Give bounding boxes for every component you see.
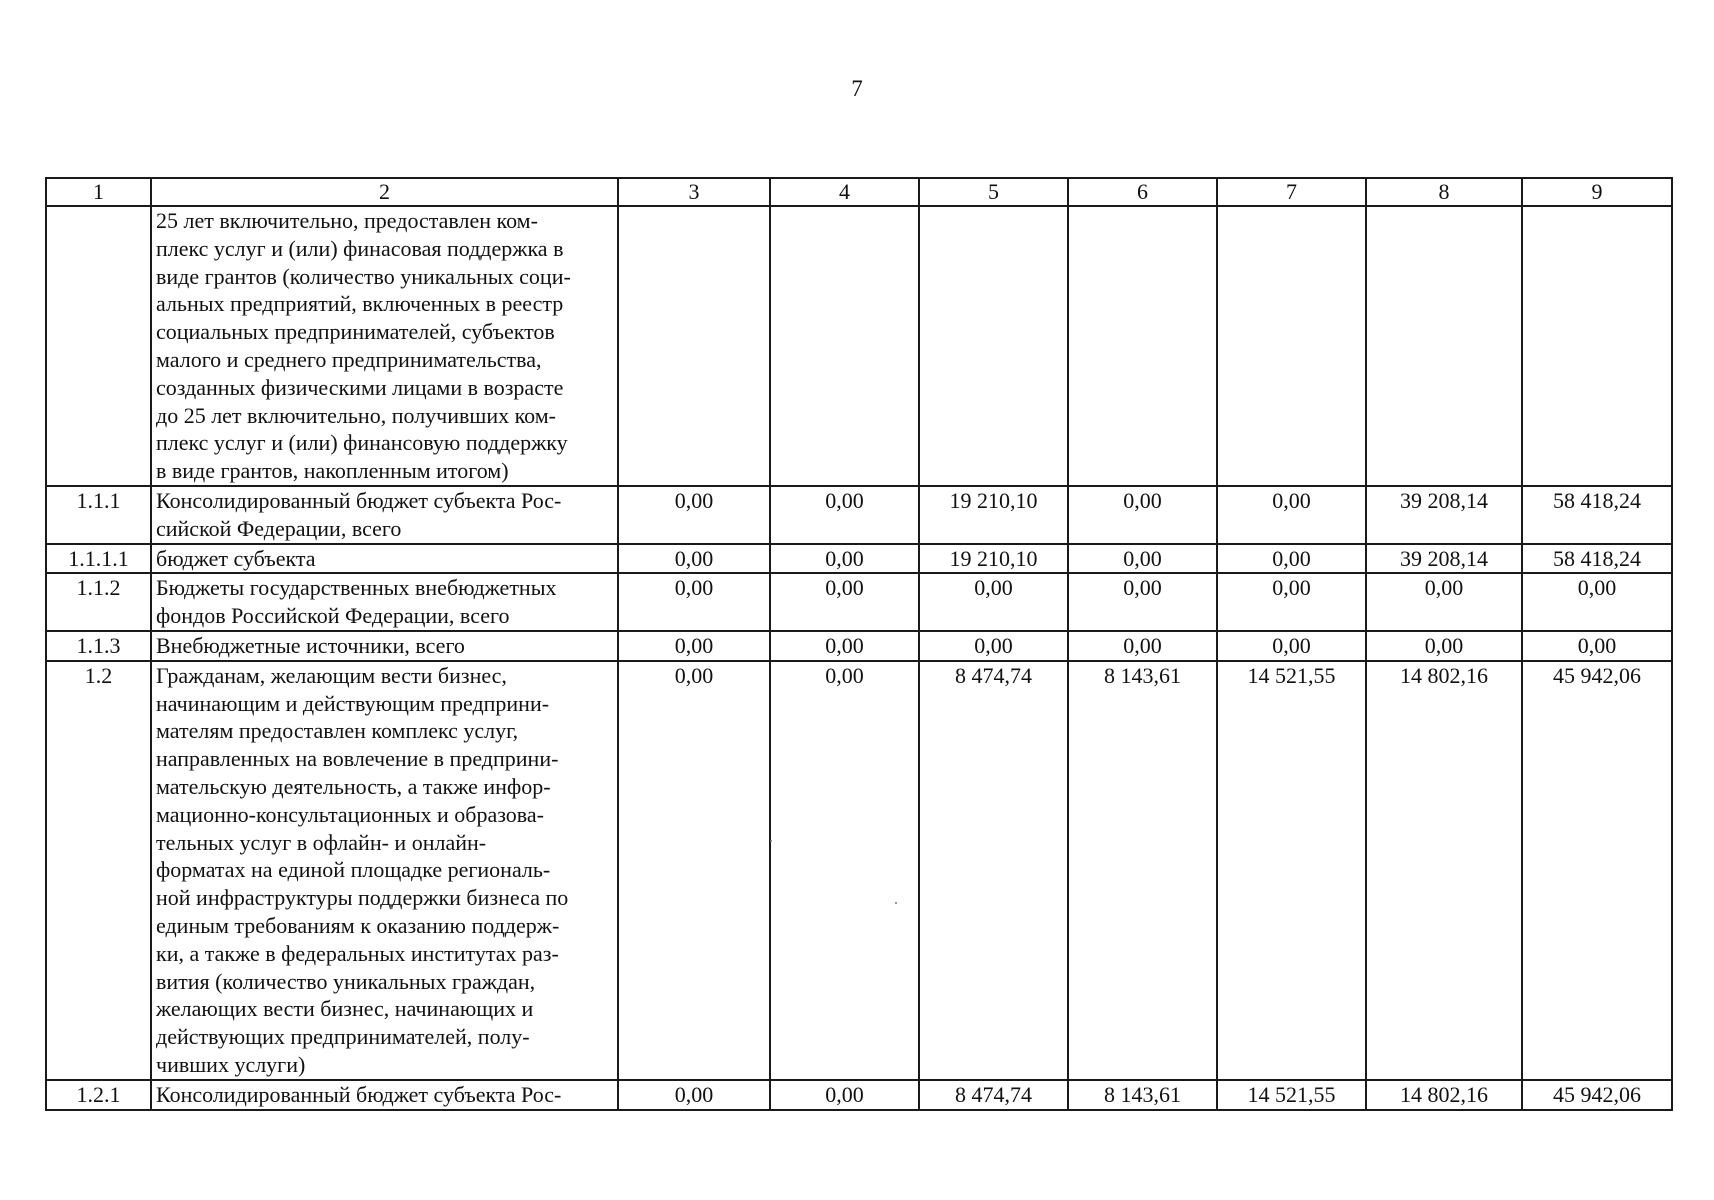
value-cell: 19 210,10: [919, 544, 1068, 574]
value-cell: 0,00: [1068, 631, 1217, 661]
value-cell: 0,00: [618, 1080, 770, 1110]
value-cell: 0,00: [919, 631, 1068, 661]
description-line: альных предприятий, включенных в реестр: [156, 291, 564, 317]
value-cell: 0,00: [770, 1080, 919, 1110]
column-number: 4: [770, 178, 919, 206]
value-cell: 14 521,55: [1217, 1080, 1366, 1110]
row-description: [151, 573, 618, 631]
value-cell: 0,00: [618, 631, 770, 661]
description-line: малого и среднего предпринимательства,: [156, 346, 542, 372]
value-cell: 39 208,14: [1366, 544, 1522, 574]
value-cell: 58 418,24: [1522, 486, 1672, 544]
scan-speck: [770, 840, 772, 842]
column-number: 3: [618, 178, 770, 206]
value-cell: 14 802,16: [1366, 1080, 1522, 1110]
description-line: социальных предпринимателей, субъектов: [156, 319, 555, 345]
value-cell: 0,00: [770, 544, 919, 574]
value-cell: 14 802,16: [1366, 661, 1522, 1080]
description-line: Консолидированный бюджет субъекта Рос-: [156, 487, 562, 513]
table-row: [46, 1080, 1672, 1110]
value-cell: 0,00: [1217, 631, 1366, 661]
value-cell: 0,00: [1217, 544, 1366, 574]
table-row: [46, 631, 1672, 661]
value-cell: 14 521,55: [1217, 661, 1366, 1080]
column-number: 9: [1522, 178, 1672, 206]
value-cell: 45 942,06: [1522, 661, 1672, 1080]
description-line: виде грантов (количество уникальных соци-: [156, 263, 571, 289]
description-line: фондов Российской Федерации, всего: [156, 603, 510, 629]
value-cell: 0,00: [1522, 573, 1672, 631]
value-cell: [919, 206, 1068, 486]
value-cell: 0,00: [770, 661, 919, 1080]
value-cell: 39 208,14: [1366, 486, 1522, 544]
value-cell: 8 474,74: [919, 661, 1068, 1080]
value-cell: 0,00: [618, 661, 770, 1080]
value-cell: 0,00: [770, 486, 919, 544]
value-cell: 8 474,74: [919, 1080, 1068, 1110]
description-line: созданных физическими лицами в возрасте: [156, 374, 564, 400]
description-line: желающих вести бизнес, начинающих и: [156, 996, 534, 1022]
table-row: [46, 661, 1672, 1080]
value-cell: 19 210,10: [919, 486, 1068, 544]
description-line: форматах на единой площадке региональ-: [156, 857, 551, 883]
value-cell: 0,00: [1068, 573, 1217, 631]
value-cell: [1366, 206, 1522, 486]
description-line: тельных услуг в офлайн- и онлайн-: [156, 829, 487, 855]
description-line: 25 лет включительно, предоставлен ком-: [156, 208, 538, 233]
row-description: [151, 661, 618, 1080]
value-cell: 0,00: [618, 573, 770, 631]
description-line: начинающим и действующим предприни-: [156, 690, 550, 716]
table-row: [46, 486, 1672, 544]
value-cell: 0,00: [919, 573, 1068, 631]
value-cell: 0,00: [770, 573, 919, 631]
column-number: 1: [46, 178, 151, 206]
description-line: в виде грантов, накопленным итогом): [156, 458, 509, 484]
column-number: 5: [919, 178, 1068, 206]
description-line: единым требованиям к оказанию поддерж-: [156, 912, 560, 938]
row-description: [151, 1080, 618, 1110]
value-cell: 8 143,61: [1068, 1080, 1217, 1110]
description-line: плекс услуг и (или) финасовая поддержка в: [156, 235, 564, 261]
row-code: 1.2.1: [46, 1080, 151, 1110]
value-cell: [618, 206, 770, 486]
description-line: чивших услуги): [156, 1051, 306, 1077]
row-description: [151, 206, 618, 486]
row-code: 1.1.1.1: [46, 544, 151, 574]
row-code: [46, 206, 151, 486]
description-line: Бюджеты государственных внебюджетных: [156, 575, 557, 601]
value-cell: [770, 206, 919, 486]
row-code: 1.1.3: [46, 631, 151, 661]
description-line: действующих предпринимателей, полу-: [156, 1024, 530, 1050]
budget-table: [45, 177, 1673, 1111]
description-line: мательскую деятельность, а также инфор-: [156, 773, 551, 799]
description-line: направленных на вовлечение в предприни-: [156, 746, 559, 772]
row-description: [151, 486, 618, 544]
table-row: [46, 206, 1672, 486]
value-cell: 0,00: [1217, 486, 1366, 544]
description-line: Гражданам, желающим вести бизнес,: [156, 662, 507, 688]
description-line: до 25 лет включительно, получивших ком-: [156, 402, 557, 428]
value-cell: 0,00: [1522, 631, 1672, 661]
value-cell: 45 942,06: [1522, 1080, 1672, 1110]
value-cell: [1522, 206, 1672, 486]
description-line: плекс услуг и (или) финансовую поддержку: [156, 430, 568, 456]
column-number: 8: [1366, 178, 1522, 206]
description-line: ки, а также в федеральных институтах раз-: [156, 940, 559, 966]
value-cell: 0,00: [1068, 544, 1217, 574]
row-code: 1.2: [46, 661, 151, 1080]
column-number-row: [46, 178, 1672, 206]
value-cell: 58 418,24: [1522, 544, 1672, 574]
value-cell: 0,00: [1068, 486, 1217, 544]
description-line: вития (количество уникальных граждан,: [156, 968, 536, 994]
value-cell: [1068, 206, 1217, 486]
row-description: [151, 544, 618, 574]
description-line: бюджет субъекта: [156, 545, 316, 571]
value-cell: 0,00: [1366, 631, 1522, 661]
description-line: ной инфраструктуры поддержки бизнеса по: [156, 885, 569, 911]
description-line: мационно-консультационных и образова-: [156, 801, 544, 827]
description-line: сийской Федерации, всего: [156, 515, 402, 541]
value-cell: 0,00: [770, 631, 919, 661]
row-code: 1.1.1: [46, 486, 151, 544]
table-row: [46, 573, 1672, 631]
value-cell: 0,00: [618, 486, 770, 544]
value-cell: [1217, 206, 1366, 486]
row-description: [151, 631, 618, 661]
value-cell: 0,00: [1366, 573, 1522, 631]
description-line: мателям предоставлен комплекс услуг,: [156, 718, 519, 744]
description-line: Консолидированный бюджет субъекта Рос-: [156, 1081, 562, 1107]
page-number: 7: [851, 76, 863, 101]
column-number: 2: [151, 178, 618, 206]
table-row: [46, 544, 1672, 574]
column-number: 7: [1217, 178, 1366, 206]
value-cell: 8 143,61: [1068, 661, 1217, 1080]
scan-speck: [895, 902, 897, 904]
row-code: 1.1.2: [46, 573, 151, 631]
description-line: Внебюджетные источники, всего: [156, 632, 465, 658]
value-cell: 0,00: [618, 544, 770, 574]
column-number: 6: [1068, 178, 1217, 206]
value-cell: 0,00: [1217, 573, 1366, 631]
